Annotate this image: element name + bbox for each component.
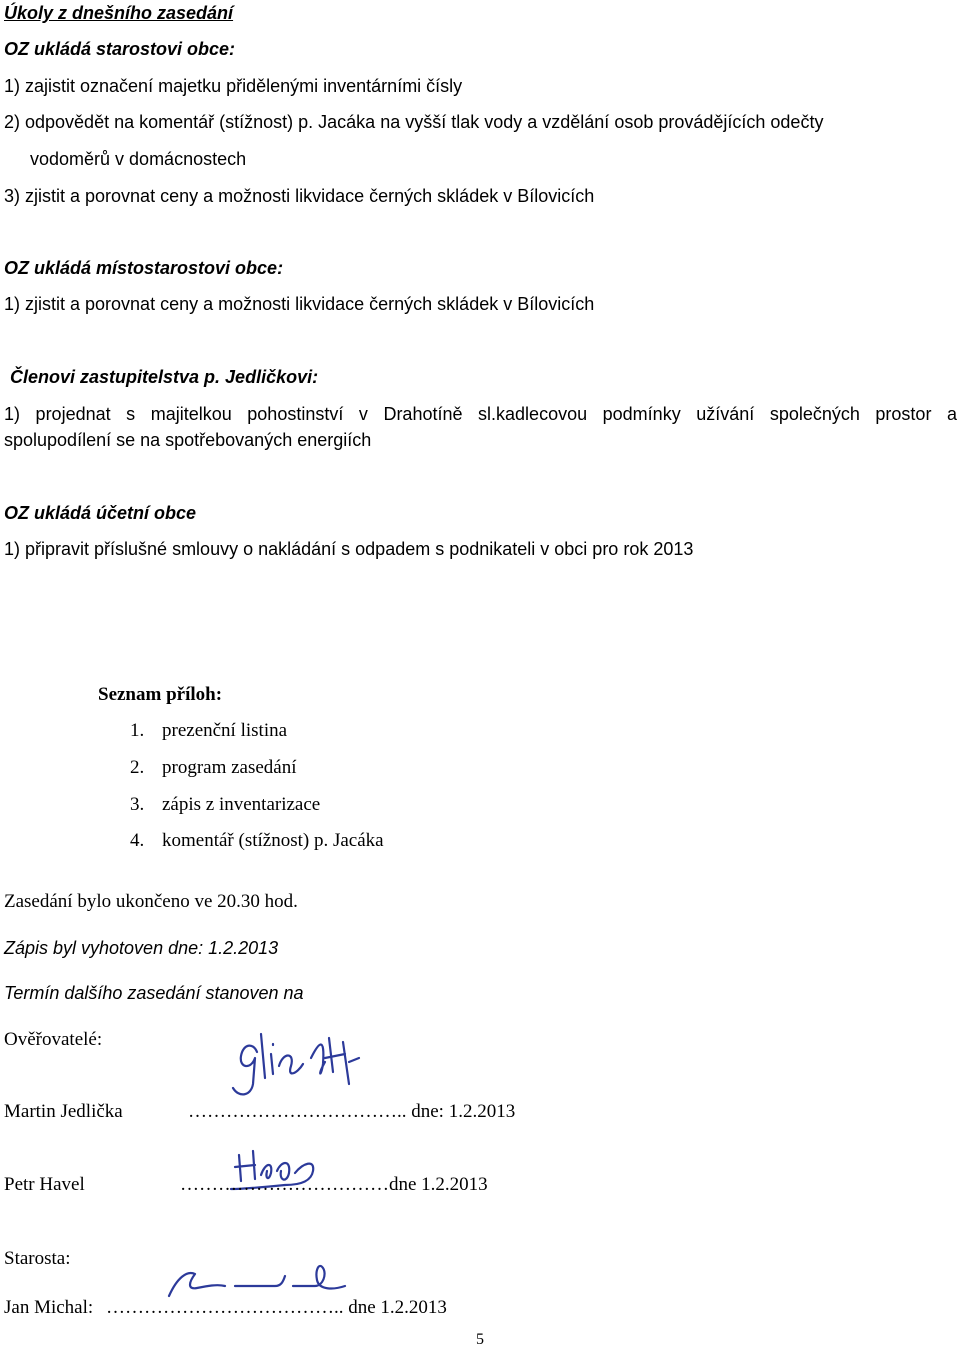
record-date-text: Zápis byl vyhotoven dne: 1.2.2013 xyxy=(4,938,279,958)
task-item: 1) připravit příslušné smlouvy o nakládání s odpadem s podnikateli v obci pro rok 2013 xyxy=(4,539,694,559)
task-item: 3) zjistit a porovnat ceny a možnosti likvidace černých skládek v Bílovicích xyxy=(4,186,595,206)
page-number: 5 xyxy=(476,1331,484,1348)
task-item-continuation: vodoměrů v domácnostech xyxy=(30,149,247,169)
attachment-number: 3. xyxy=(130,794,145,815)
document-heading: Úkoly z dnešního zasedání xyxy=(4,3,234,23)
meeting-end-text: Zasedání bylo ukončeno ve 20.30 hod. xyxy=(4,891,298,912)
task-item: 1) projednat s majitelkou pohostinství v Drahotíně sl.kadlecovou podmínky užívání společných prostor a xyxy=(4,404,957,424)
mayor-label: Starosta: xyxy=(4,1248,71,1269)
signature-jedlicka xyxy=(225,1022,370,1102)
section-title-jedlicka: Členovi zastupitelstva p. Jedličkovi: xyxy=(10,367,319,387)
attachment-item: prezenční listina xyxy=(162,720,288,741)
mayor-signature-line: ……………………………….. dne 1.2.2013 xyxy=(106,1297,447,1318)
attachment-item: program zasedání xyxy=(162,757,297,778)
verifier-name: Petr Havel xyxy=(4,1174,85,1195)
verifier-name: Martin Jedlička xyxy=(4,1101,123,1122)
attachment-item: zápis z inventarizace xyxy=(162,794,321,815)
section-title-starosta: OZ ukládá starostovi obce: xyxy=(4,39,236,59)
next-meeting-text: Termín dalšího zasedání stanoven na xyxy=(4,983,304,1003)
task-item: 2) odpovědět na komentář (stížnost) p. Jacáka na vyšší tlak vody a vzdělání osob provádějících odečty xyxy=(4,112,824,132)
attachment-number: 4. xyxy=(130,830,145,851)
verifier-signature-line: ……………………………dne 1.2.2013 xyxy=(180,1174,488,1195)
task-item: 1) zjistit a porovnat ceny a možnosti likvidace černých skládek v Bílovicích xyxy=(4,294,595,314)
verifier-signature-line: …………………………….. dne: 1.2.2013 xyxy=(188,1101,516,1122)
attachment-number: 1. xyxy=(130,720,145,741)
task-item-continuation: spolupodílení se na spotřebovaných energiích xyxy=(4,430,372,450)
mayor-name: Jan Michal: xyxy=(4,1297,94,1318)
section-title-ucetni: OZ ukládá účetní obce xyxy=(4,503,197,523)
attachments-title: Seznam příloh: xyxy=(98,684,223,705)
attachment-item: komentář (stížnost) p. Jacáka xyxy=(162,830,384,851)
attachment-number: 2. xyxy=(130,757,145,778)
section-title-mistostarosta: OZ ukládá místostarostovi obce: xyxy=(4,258,284,278)
verifiers-label: Ověřovatelé: xyxy=(4,1029,103,1050)
task-item: 1) zajistit označení majetku přidělenými inventárními čísly xyxy=(4,76,463,96)
